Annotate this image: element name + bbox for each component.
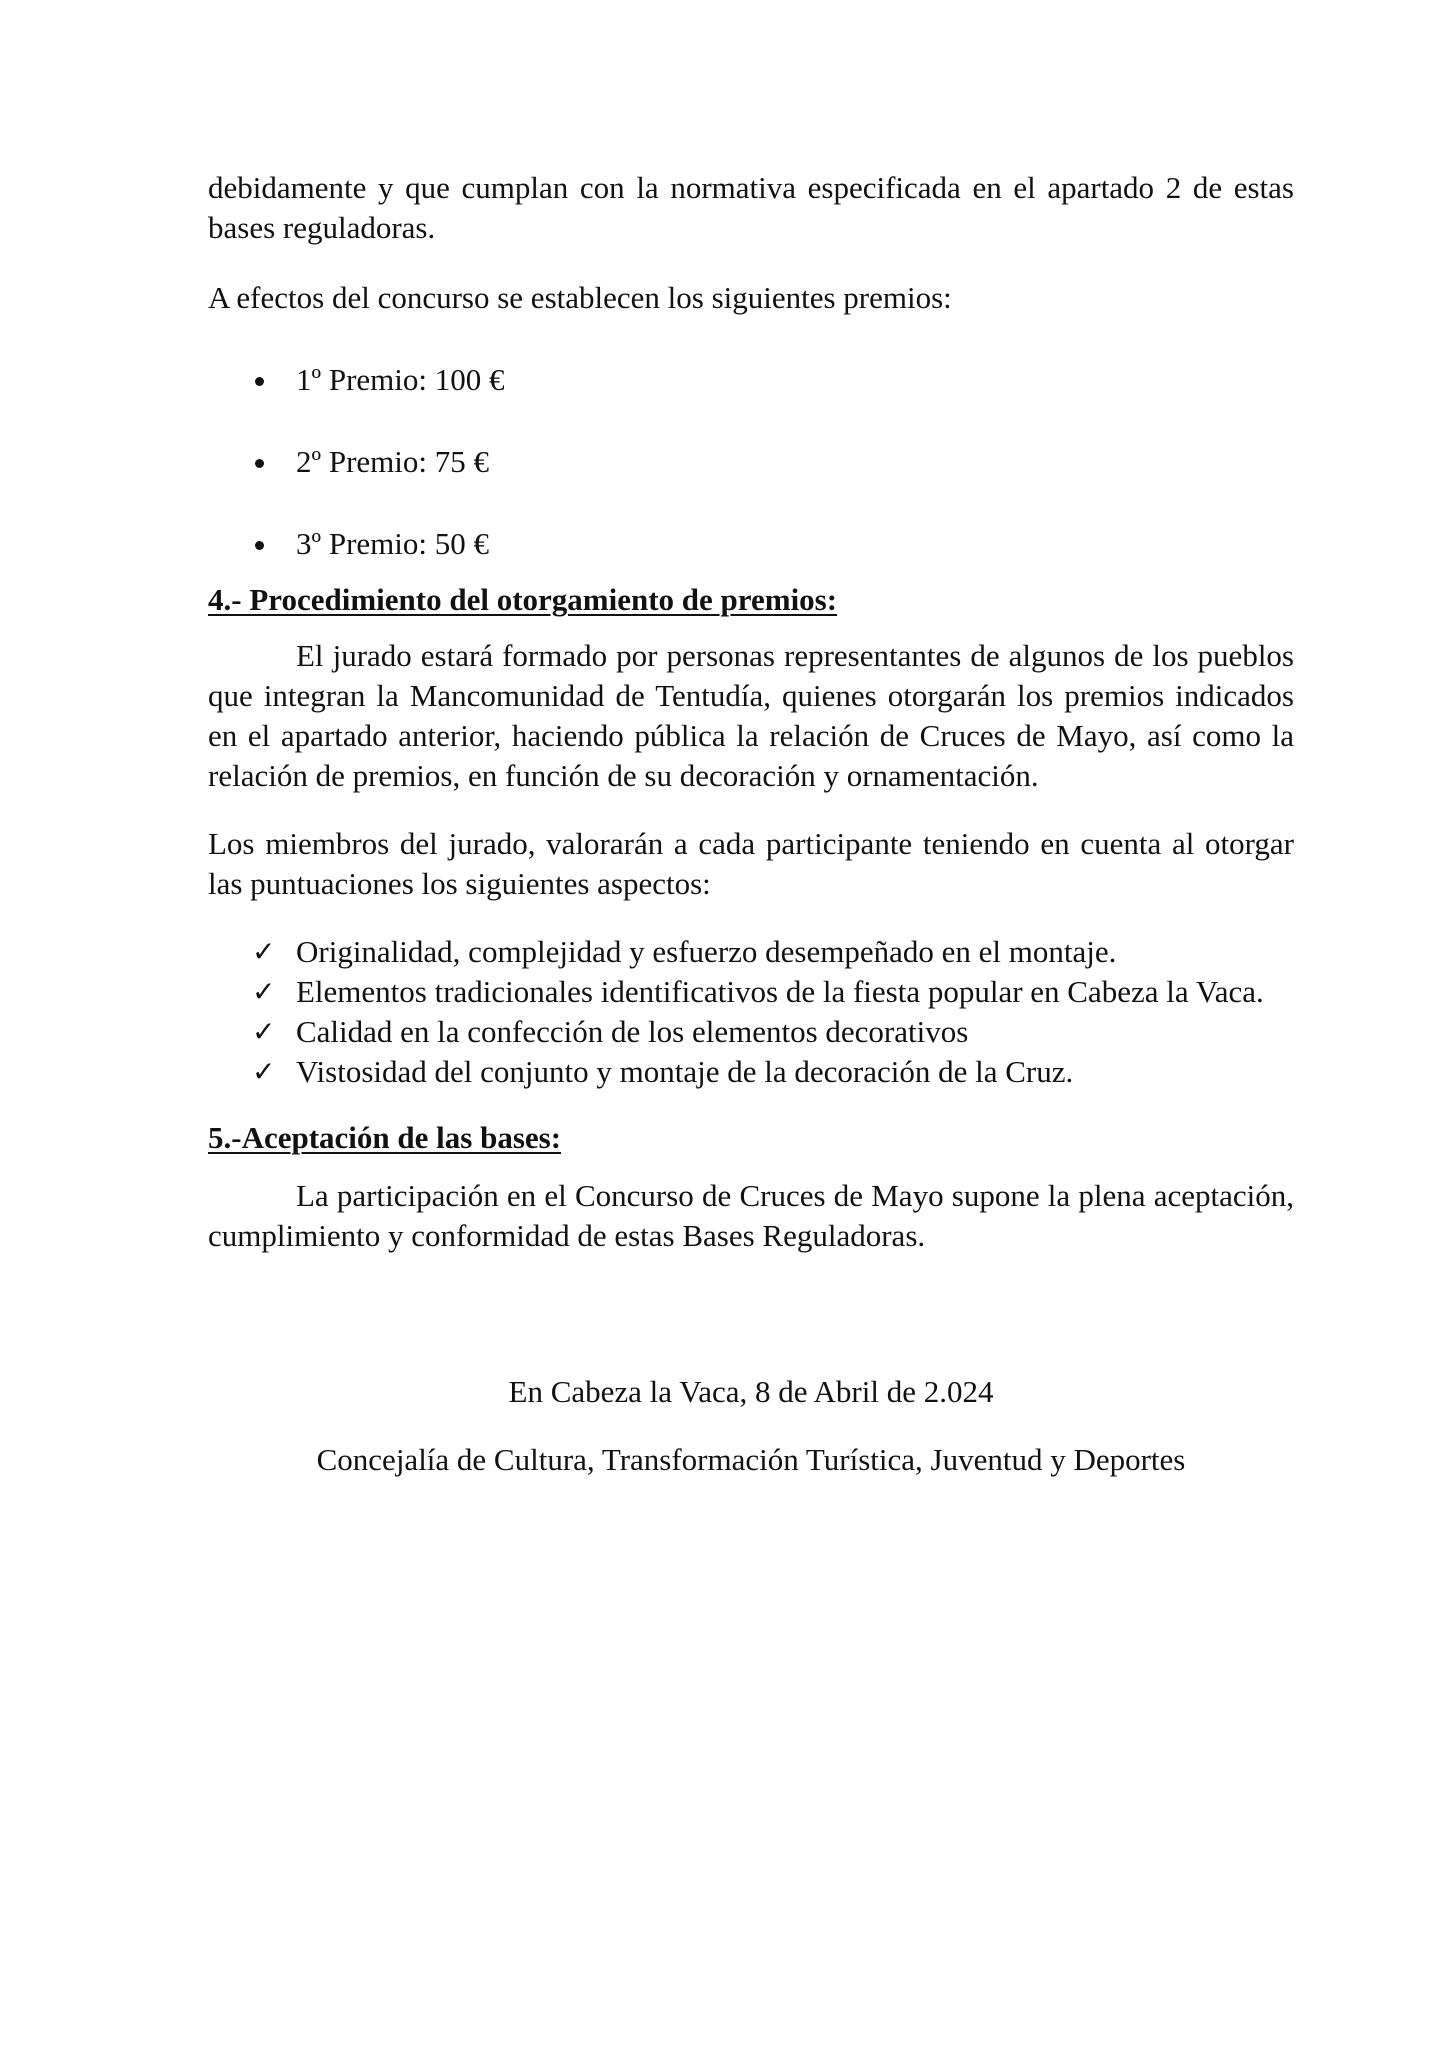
section-4-paragraph-1: El jurado estará formado por personas representantes de algunos de los pueblos que integran la Mancomunidad de Tentudía, quienes otorgarán los premios indicados en el apartado anterior, haciendo pública la relación de Cruces de Mayo, así como la relación de premios, en función de su decoración y ornamentación.: [208, 638, 1294, 793]
criteria-label: Calidad en la confección de los elementos decorativos: [296, 1014, 969, 1049]
prizes-intro-paragraph: A efectos del concurso se establecen los siguientes premios:: [208, 280, 952, 315]
checkmark-icon: ✓: [252, 975, 276, 1008]
criteria-item: [208, 1052, 1294, 1092]
prize-label: 2º Premio: 75 €: [296, 444, 490, 479]
prize-label: 3º Premio: 50 €: [296, 526, 490, 561]
checkmark-icon: ✓: [252, 1015, 276, 1048]
bullet-dot-icon: [255, 377, 264, 386]
prize-item: [208, 360, 1294, 400]
criteria-list: [208, 932, 1294, 1092]
criteria-label: Vistosidad del conjunto y montaje de la decoración de la Cruz.: [296, 1054, 1074, 1089]
section-4-heading: 4.- Procedimiento del otorgamiento de premios:: [208, 582, 838, 617]
section-5-heading: 5.-Aceptación de las bases:: [208, 1120, 562, 1155]
prize-list: [208, 360, 1294, 564]
bullet-dot-icon: [255, 541, 264, 550]
checkmark-icon: ✓: [252, 935, 276, 968]
criteria-label: Elementos tradicionales identificativos de la fiesta popular en Cabeza la Vaca.: [296, 974, 1264, 1009]
checkmark-icon: ✓: [252, 1055, 276, 1088]
bullet-dot-icon: [255, 459, 264, 468]
intro-paragraph: debidamente y que cumplan con la normativa especificada en el apartado 2 de estas bases reguladoras.: [208, 170, 1294, 245]
criteria-item: [208, 932, 1294, 972]
section-5-paragraph: La participación en el Concurso de Cruces de Mayo supone la plena aceptación, cumplimiento y conformidad de estas Bases Reguladoras.: [208, 1178, 1294, 1253]
criteria-item: [208, 1012, 1294, 1052]
criteria-item: [208, 972, 1294, 1012]
closing-signature: Concejalía de Cultura, Transformación Turística, Juventud y Deportes: [316, 1442, 1186, 1477]
section-4-paragraph-2: Los miembros del jurado, valorarán a cada participante teniendo en cuenta al otorgar las puntuaciones los siguientes aspectos:: [208, 826, 1294, 901]
prize-item: [208, 442, 1294, 482]
document-page: [208, 168, 1294, 1480]
prize-item: [208, 524, 1294, 564]
closing-place-date: En Cabeza la Vaca, 8 de Abril de 2.024: [508, 1374, 994, 1409]
criteria-label: Originalidad, complejidad y esfuerzo desempeñado en el montaje.: [296, 934, 1117, 969]
prize-label: 1º Premio: 100 €: [296, 362, 505, 397]
